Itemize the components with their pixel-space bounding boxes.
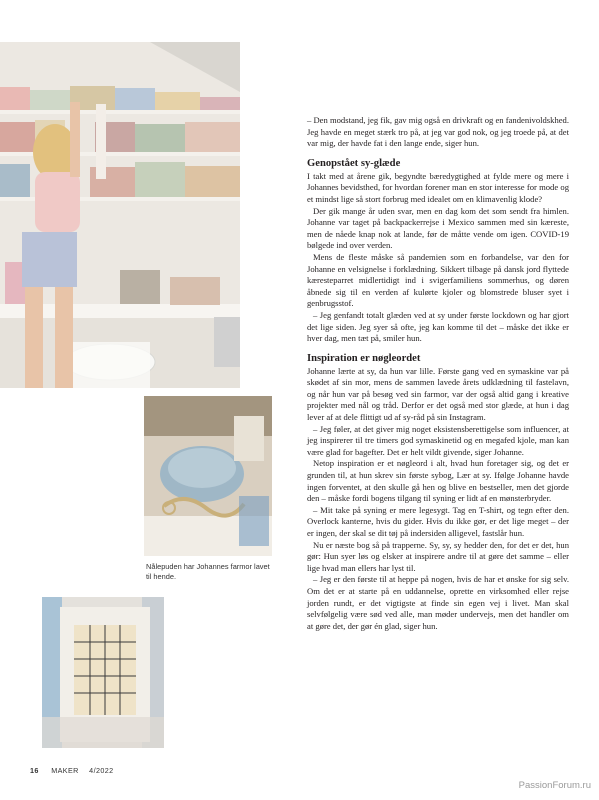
article-paragraph: – Jeg genfandt totalt glæden ved at sy under første lockdown og har gjort det lige siden. Jeg syer så ofte, jeg kan komme til det – måske det ikke er hver dag, men tæt på, smiler hun. bbox=[307, 309, 569, 344]
issue-label: 4/2022 bbox=[89, 766, 114, 775]
article-paragraph: Nu er næste bog så på trapperne. Sy, sy, sy hedder den, for det er det, hun gør: Hun syer løs og elsker at inspirere andre til at gøre det samme – eller lige hvad man ellers har lyst til. bbox=[307, 539, 569, 573]
article-paragraph: – Jeg er den første til at heppe på nogen, hvis de har et ønske for sig selv. Om det er at starte på en uddannelse, oprette en virksomhed eller rejse jorden rundt, er det vigtigste at finde sin egen vej i livet. Man skal selvfølgelig være sød ved alle, man møder undervejs, men det handler om at gøre det, der gør én glad, siger hun. bbox=[307, 574, 569, 631]
watermark: PassionForum.ru bbox=[518, 780, 591, 791]
pincushion-caption: Nålepuden har Johannes farmor lavet til hende. bbox=[146, 562, 270, 581]
section-heading: Genopstået sy-glæde bbox=[307, 157, 401, 169]
article-paragraph: Der gik mange år uden svar, men en dag kom det som sendt fra himlen. Johanne var taget på backpackerrejse i Mexico sammen med sin kæreste, men de nåede knap nok at lande, før de måtte vende om igen. COVID-19 bølgede ind over verden. bbox=[307, 205, 569, 251]
pincushion-photo bbox=[144, 396, 272, 556]
article-column bbox=[307, 115, 569, 632]
sewing-room-photo bbox=[0, 42, 240, 388]
clothes-rack-photo bbox=[42, 597, 164, 748]
article-paragraph: – Jeg føler, at det giver mig noget eksistensberettigelse som influencer, at jeg inspirerer til tre timers god symaskinetid og en megafed kjole, man kan være glad for bagefter. Det er helt vildt givende, siger Johanne. bbox=[307, 423, 569, 457]
magazine-name: MAKER bbox=[51, 766, 79, 775]
article-paragraph: I takt med at årene gik, begyndte bæredygtighed at fylde mere og mere i Johannes bevidsthed, for hvordan forener man en stor interesse for mode og et mindst lige så stort forbrug med idealet om en klimavenlig klode? bbox=[307, 170, 569, 204]
section-heading: Inspiration er nøgleordet bbox=[307, 352, 421, 364]
article-paragraph: Johanne lærte at sy, da hun var lille. Første gang ved en symaskine var på skødet af sin mor, mens de sammen lavede årets udklædning til fastelavn, og når hun var på besøg ved sin farmor, var der også altid gang i kreative projekter med nål og tråd. Derfor er det også med stor glæde, at hun i dag lever af at dele flittigt ud af sy-råd på sin Instagram. bbox=[307, 365, 569, 423]
article-paragraph: Mens de fleste måske så pandemien som en forbandelse, var den for Johanne en velsignelse i forklædning. Sikkert tilbage på dansk jord flyttede kæresteparret midlertidigt ind i svigerfamiliens sommerhus, og døren åbnede sig til en verden af kulørte kjoler og blomstrede bluser syet i genbrugsstof. bbox=[307, 251, 569, 309]
article-paragraph: – Den modstand, jeg fik, gav mig også en drivkraft og en fandenivoldskhed. Jeg havde en meget stærk tro på, at jeg var god nok, og jeg troede på, at det var mig, der havde fat i den lange ende, siger hun. bbox=[307, 115, 569, 149]
page-footer bbox=[30, 766, 114, 775]
article-paragraph: – Mit take på syning er mere legesygt. Tag en T-shirt, og tegn efter den. Overlock kanterne, hvis du gider. Hvis du ikke gør, er det lige meget – der er ingen, der skal se dit tøj på indersiden alligevel, fastslår hun. bbox=[307, 504, 569, 538]
article-paragraph: Netop inspiration er et nøgleord i alt, hvad hun foretager sig, og det er grunden til, at hun skrev sin første sybog, Lær at sy. Ifølge Johanne havde ingen forventet, at den skulle gå hen og blive en bestseller, men det gjorde den – måske fordi bogens tilgang til syning er lidt af en mønsterbryder. bbox=[307, 458, 569, 504]
page-number: 16 bbox=[30, 766, 39, 775]
